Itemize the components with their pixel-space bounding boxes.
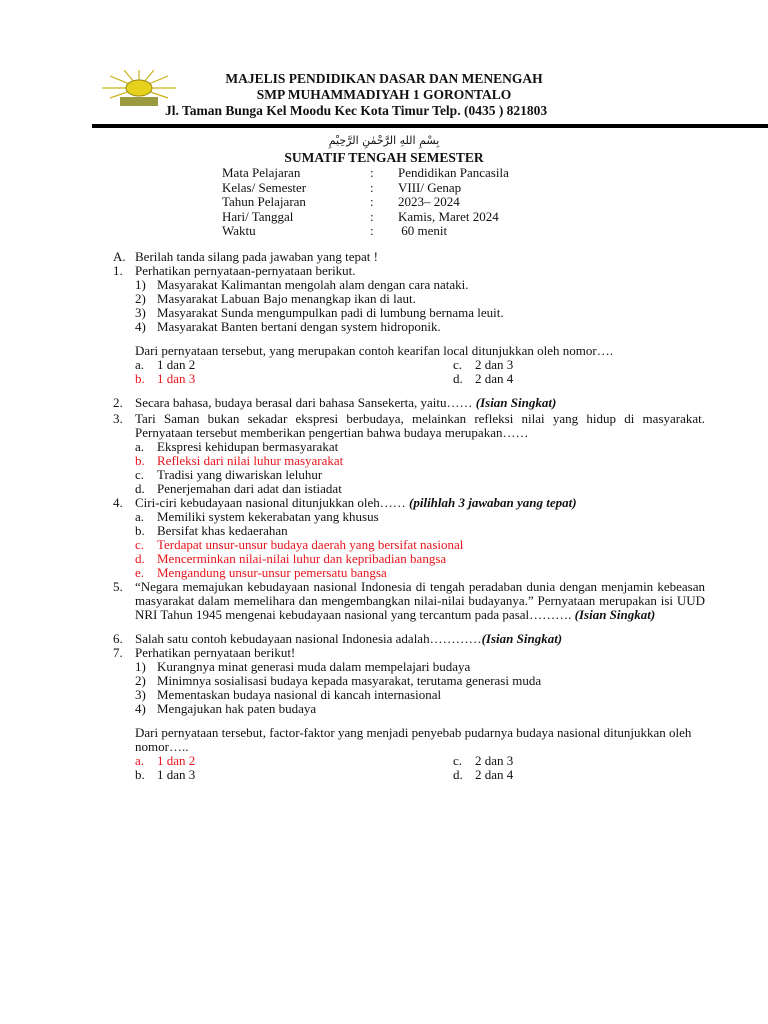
option-c[interactable]	[113, 468, 705, 482]
option-text: Penerjemahan dari adat dan istiadat	[157, 481, 342, 496]
option-letter: a.	[135, 753, 145, 768]
option-letter: b.	[135, 371, 145, 386]
question-number: 7.	[113, 645, 123, 660]
option-text: Terdapat unsur-unsur budaya daerah yang bersifat nasional	[157, 537, 464, 552]
option-letter: b.	[135, 767, 145, 782]
option-letter: d.	[135, 551, 145, 566]
question-text: Salah satu contoh kebudayaan nasional Indonesia adalah…………	[135, 631, 482, 646]
option-text: 1 dan 3	[157, 767, 196, 782]
prompt-text: Dari pernyataan tersebut, factor-faktor yang menjadi penyebab pudarnya budaya nasional ditunjukkan oleh nomor…..	[135, 725, 692, 754]
question-prompt	[113, 726, 705, 754]
option-letter: e.	[135, 565, 145, 580]
option-text: 1 dan 2	[157, 753, 196, 768]
question-text: Perhatikan pernyataan-pernyataan berikut.	[135, 263, 356, 278]
option-d[interactable]	[453, 372, 705, 386]
statement-text: Minimnya sosialisasi budaya kepada masyarakat, terutama generasi muda	[157, 673, 542, 688]
header-address: Jl. Taman Bunga Kel Moodu Kec Kota Timur Telp. (0435 ) 821803	[165, 103, 548, 118]
info-value: VIII/ Genap	[398, 179, 462, 195]
option-a[interactable]	[113, 440, 705, 454]
statement-number: 3)	[135, 687, 146, 702]
colon: :	[370, 165, 374, 180]
option-text: Mengandung unsur-unsur pemersatu bangsa	[157, 565, 387, 580]
question-note: (pilihlah 3 jawaban yang tepat)	[409, 495, 577, 510]
question-text: Ciri-ciri kebudayaan nasional ditunjukkan oleh……	[135, 495, 410, 510]
prompt-text: Dari pernyataan tersebut, yang merupakan contoh kearifan local ditunjukkan oleh nomor….	[135, 343, 613, 358]
question-text: Secara bahasa, budaya berasal dari bahasa Sansekerta, yaitu……	[135, 395, 476, 410]
question-number: 5.	[113, 579, 123, 594]
option-letter: d.	[453, 371, 463, 386]
info-label: Kelas/ Semester	[222, 179, 307, 195]
statement-number: 1)	[135, 277, 146, 292]
option-letter: d.	[135, 481, 145, 496]
option-letter: c.	[453, 357, 463, 372]
statement-number: 3)	[135, 305, 146, 320]
option-text: 2 dan 4	[475, 371, 514, 386]
colon: :	[370, 208, 374, 224]
question-note: (Isian Singkat)	[475, 395, 557, 410]
option-text: Tradisi yang diwariskan leluhur	[157, 467, 323, 482]
questions	[113, 250, 705, 782]
option-b-answer[interactable]	[135, 372, 453, 386]
statement-text: Masyarakat Banten bertani dengan system hidroponik.	[157, 319, 441, 334]
question-number: 4.	[113, 495, 123, 510]
statement	[113, 674, 705, 688]
question-note: (Isian Singkat)	[481, 631, 563, 646]
page-title: SUMATIF TENGAH SEMESTER	[284, 150, 484, 165]
question-number: 1.	[113, 263, 123, 278]
statement-text: Kurangnya minat generasi muda dalam mempelajari budaya	[157, 659, 471, 674]
question-number: 2.	[113, 395, 123, 410]
option-a[interactable]	[135, 358, 453, 372]
option-e-answer[interactable]	[113, 566, 705, 580]
option-letter: d.	[453, 767, 463, 782]
option-letter: b.	[135, 523, 145, 538]
option-text: 2 dan 4	[475, 767, 514, 782]
question-7	[113, 646, 705, 660]
option-c[interactable]	[453, 754, 705, 768]
option-text: 2 dan 3	[475, 753, 514, 768]
option-a[interactable]	[113, 510, 705, 524]
statement-number: 2)	[135, 291, 146, 306]
option-c[interactable]	[453, 358, 705, 372]
colon: :	[370, 223, 374, 238]
statement-text: Masyarakat Kalimantan mengolah alam dengan cara nataki.	[157, 277, 469, 292]
option-d[interactable]	[113, 482, 705, 496]
statement-text: Mengajukan hak paten budaya	[157, 701, 317, 716]
statement-number: 2)	[135, 673, 146, 688]
option-letter: a.	[135, 509, 145, 524]
question-6	[113, 632, 705, 646]
question-text: “Negara memajukan kebudayaan nasional Indonesia di tengah peradaban dunia dengan menjamin kebeasan masyarakat dalam memelihara dan mengembangkan nilai-nilai budayanya.” Pernyataan merupakan isi UUD NRI Tahun 1945 mengenai kebudayaan nasional yang tercantum pada pasal……….	[135, 579, 705, 622]
statement	[113, 688, 705, 702]
option-b-answer[interactable]	[113, 454, 705, 468]
statement-text: Masyarakat Sunda mengumpulkan padi di lumbung bernama leuit.	[157, 305, 504, 320]
info-value: 60 menit	[398, 223, 448, 238]
option-b[interactable]	[113, 524, 705, 538]
info-label: Hari/ Tanggal	[222, 208, 294, 224]
question-5	[113, 580, 705, 622]
statement	[113, 660, 705, 674]
statement	[113, 702, 705, 716]
option-d[interactable]	[453, 768, 705, 782]
section-instruction	[113, 250, 705, 264]
info-value: 2023– 2024	[398, 194, 460, 209]
basmala: بِسْمِ اللهِ الرَّحْمٰنِ الرَّحِيْمِ	[328, 134, 440, 147]
exam-info	[222, 166, 509, 239]
statement-number: 4)	[135, 701, 146, 716]
header-school: SMP MUHAMMADIYAH 1 GORONTALO	[256, 87, 512, 102]
header-rule	[92, 124, 768, 128]
option-letter: a.	[135, 357, 145, 372]
question-note: (Isian Singkat)	[574, 607, 656, 622]
question-1	[113, 264, 705, 278]
info-value: Kamis, Maret 2024	[398, 208, 499, 224]
option-a-answer[interactable]	[135, 754, 453, 768]
question-number: 3.	[113, 411, 123, 426]
info-label: Mata Pelajaran	[222, 165, 301, 180]
statement-number: 1)	[135, 659, 146, 674]
info-label: Waktu	[222, 223, 256, 238]
question-2	[113, 396, 705, 410]
statement	[113, 292, 705, 306]
statement-text: Masyarakat Labuan Bajo menangkap ikan di laut.	[157, 291, 416, 306]
section-number: A.	[113, 249, 126, 264]
option-text: Mencerminkan nilai-nilai luhur dan kepribadian bangsa	[157, 551, 447, 566]
option-letter: c.	[135, 537, 145, 552]
instruction-text: Berilah tanda silang pada jawaban yang tepat !	[135, 249, 378, 264]
info-value: Pendidikan Pancasila	[398, 165, 509, 180]
statement-text: Mementaskan budaya nasional di kancah internasional	[157, 687, 442, 702]
option-text: 1 dan 2	[157, 357, 196, 372]
option-text: 2 dan 3	[475, 357, 514, 372]
option-letter: c.	[453, 753, 463, 768]
option-letter: a.	[135, 439, 145, 454]
option-b[interactable]	[135, 768, 453, 782]
statement-number: 4)	[135, 319, 146, 334]
option-text: Bersifat khas kedaerahan	[157, 523, 288, 538]
colon: :	[370, 179, 374, 195]
option-d-answer[interactable]	[113, 552, 705, 566]
option-letter: b.	[135, 453, 145, 468]
question-4	[113, 496, 705, 510]
question-prompt	[113, 344, 705, 358]
question-text: Tari Saman bukan sekadar ekspresi berbudaya, melainkan refleksi nilai yang hidup di masyarakat. Pernyataan tersebut memberikan pengertian bahwa budaya merupakan……	[135, 411, 705, 440]
option-c-answer[interactable]	[113, 538, 705, 552]
option-text: 1 dan 3	[157, 371, 196, 386]
option-text: Ekspresi kehidupan bermasyarakat	[157, 439, 339, 454]
statement	[113, 278, 705, 292]
question-3	[113, 412, 705, 440]
option-text: Memiliki system kekerabatan yang khusus	[157, 509, 379, 524]
question-text: Perhatikan pernyataan berikut!	[135, 645, 296, 660]
question-number: 6.	[113, 631, 123, 646]
options	[113, 358, 705, 386]
colon: :	[370, 194, 374, 209]
statement	[113, 306, 705, 320]
option-text: Refleksi dari nilai luhur masyarakat	[157, 453, 344, 468]
header-org: MAJELIS PENDIDIKAN DASAR DAN MENENGAH	[225, 71, 543, 86]
option-letter: c.	[135, 467, 145, 482]
options	[113, 754, 705, 782]
info-label: Tahun Pelajaran	[222, 194, 306, 209]
statement	[113, 320, 705, 334]
